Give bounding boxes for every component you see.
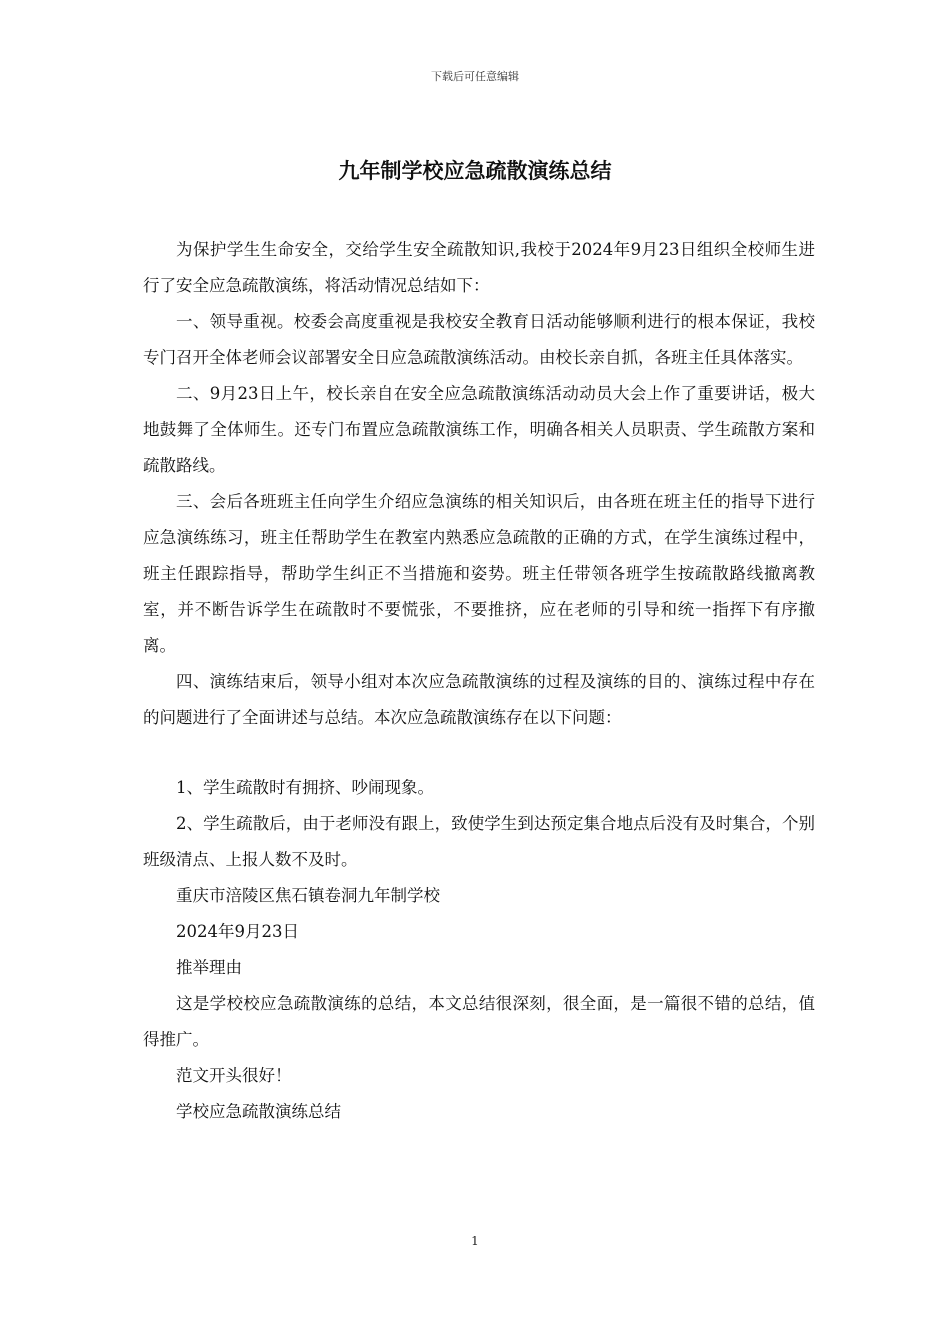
paragraph-point-4: 四、演练结束后，领导小组对本次应急疏散演练的过程及演练的目的、演练过程中存在的问题进行了全面讲述与总结。本次应急疏散演练存在以下问题： [143, 672, 815, 727]
signature-school: 重庆市涪陵区焦石镇卷洞九年制学校 [176, 886, 440, 905]
document-title: 九年制学校应急疏散演练总结 [338, 159, 612, 183]
paragraph-point-1: 一、领导重视。校委会高度重视是我校安全教育日活动能够顺利进行的根本保证，我校专门召开全体老师会议部署安全日应急疏散演练活动。由校长亲自抓，各班主任具体落实。 [143, 312, 815, 367]
paragraph-point-3: 三、会后各班班主任向学生介绍应急演练的相关知识后，由各班在班主任的指导下进行应急演练练习，班主任帮助学生在教室内熟悉应急疏散的正确的方式，在学生演练过程中，班主任跟踪指导，帮助学生纠正不当措施和姿势。班主任带领各班学生按疏散路线撤离教室，并不断告诉学生在疏散时不要慌张，不要推挤，应在老师的引导和统一指挥下有序撤离。 [143, 492, 815, 655]
blank-line [143, 736, 815, 770]
paragraph-point-2: 二、9月23日上午，校长亲自在安全应急疏散演练活动动员大会上作了重要讲话，极大地鼓舞了全体师生。还专门布置应急疏散演练工作，明确各相关人员职责、学生疏散方案和疏散路线。 [143, 384, 815, 475]
recommendation-text: 这是学校校应急疏散演练的总结，本文总结很深刻，很全面，是一篇很不错的总结，值得推广。 [143, 994, 815, 1049]
problem-item-2: 2、学生疏散后，由于老师没有跟上，致使学生到达预定集合地点后没有及时集合，个别班级清点、上报人数不及时。 [143, 814, 815, 869]
header-note: 下载后可任意编辑 [431, 70, 519, 83]
document-body [143, 232, 815, 1130]
comment-text: 范文开头很好！ [176, 1066, 292, 1085]
next-title-text: 学校应急疏散演练总结 [176, 1102, 341, 1121]
recommendation-heading: 推举理由 [176, 958, 242, 977]
paragraph-intro: 为保护学生生命安全，交给学生安全疏散知识,我校于2024年9月23日组织全校师生进行了安全应急疏散演练，将活动情况总结如下： [143, 240, 815, 295]
problem-item-1: 1、学生疏散时有拥挤、吵闹现象。 [176, 778, 434, 797]
page-number: 1 [471, 1234, 479, 1248]
signature-date: 2024年9月23日 [176, 922, 299, 941]
